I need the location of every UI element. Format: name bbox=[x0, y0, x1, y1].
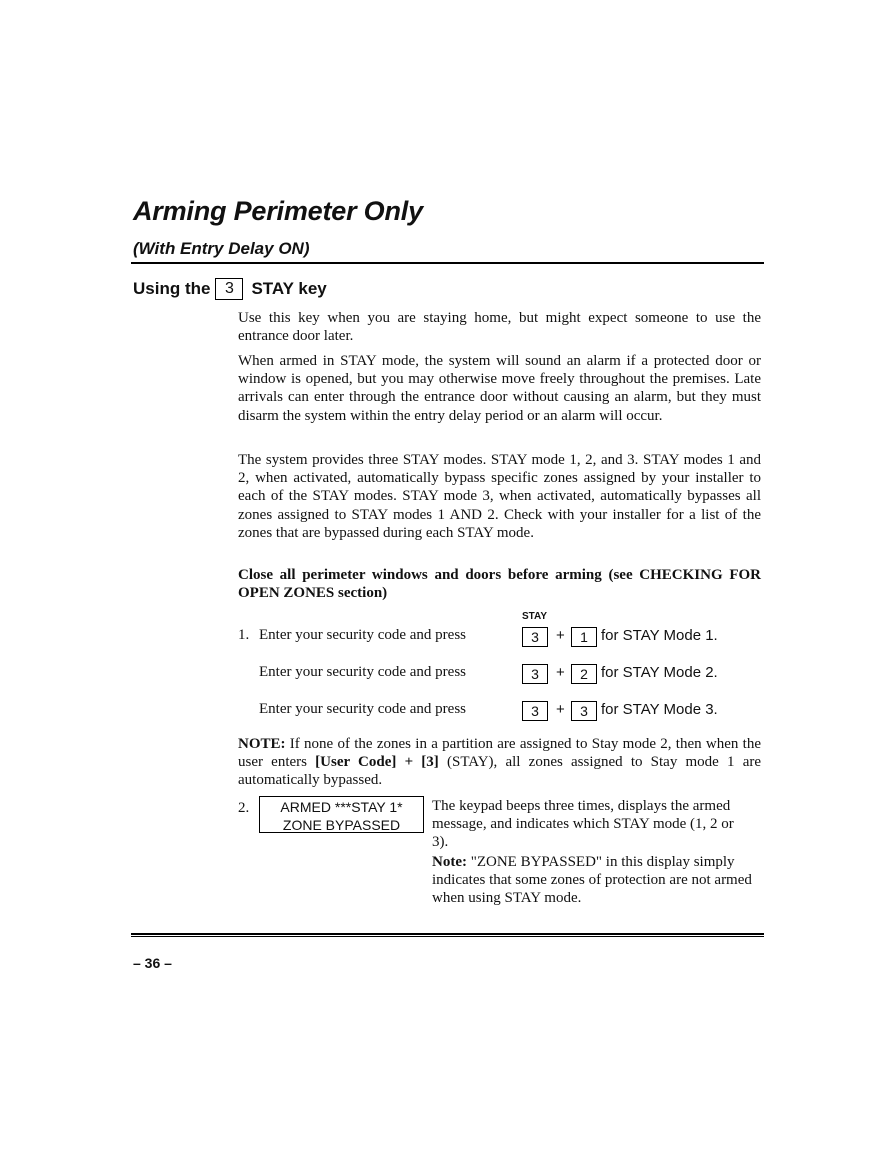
step-label: Enter your security code and press bbox=[259, 664, 467, 680]
page-subtitle: (With Entry Delay ON) bbox=[133, 239, 310, 258]
note-bold: [User Code] + [3] bbox=[315, 754, 439, 771]
stay-key-label: STAY bbox=[522, 611, 548, 622]
paragraph-stay-mode: When armed in STAY mode, the system will sound an alarm if a protected door or window is opened, but you may otherwise move freely throughout the premises. Late arrivals can enter through the entrance door without causing an alarm, but they must disarm the system within the entry delay period or an alarm will occur. bbox=[238, 353, 761, 424]
mode-text: for STAY Mode 1. bbox=[601, 627, 718, 644]
page-title: Arming Perimeter Only bbox=[133, 196, 423, 226]
plus-sign: + bbox=[556, 701, 565, 718]
paragraph-close-perimeter: Close all perimeter windows and doors before arming (see CHECKING FOR OPEN ZONES section) bbox=[238, 567, 761, 602]
paragraph-stay-modes: The system provides three STAY modes. STAY mode 1, 2, and 3. STAY modes 1 and 2, when activated, automatically bypass specific zones assigned by your installer to each of the STAY modes. STAY mode 3, when activated, automatically bypasses all zones assigned to STAY modes 1 AND 2. Check with your installer for a list of the zones that are bypassed during each STAY mode. bbox=[238, 452, 761, 541]
note-label: NOTE: bbox=[238, 736, 286, 752]
step-row bbox=[0, 664, 892, 684]
key-box: 3 bbox=[522, 701, 548, 721]
section-heading bbox=[133, 278, 327, 300]
display-line-2: ZONE BYPASSED bbox=[282, 817, 401, 833]
footer-rule bbox=[131, 933, 764, 935]
step-row bbox=[0, 701, 892, 721]
section-prefix: Using the bbox=[133, 279, 211, 298]
step2-note-text: "ZONE BYPASSED" in this display simply indicates that some zones of protection are not armed when using STAY mode. bbox=[432, 854, 752, 906]
section-suffix: STAY key bbox=[251, 279, 327, 298]
step-label: Enter your security code and press bbox=[259, 627, 467, 643]
step-number: 2. bbox=[238, 800, 250, 816]
note-text-1: If none of the zones in a partition are assigned to Stay mode 2, then when the user enters bbox=[238, 736, 761, 771]
mode-text: for STAY Mode 2. bbox=[601, 664, 718, 681]
key-box: 3 bbox=[522, 627, 548, 647]
step2-note bbox=[432, 853, 752, 907]
page-number: – 36 – bbox=[133, 955, 172, 971]
key-3-box: 3 bbox=[215, 278, 243, 300]
key-box: 3 bbox=[571, 701, 597, 721]
step2-description: The keypad beeps three times, displays the armed message, and indicates which STAY mode (1, 2 or 3). bbox=[432, 798, 734, 850]
mode-text: for STAY Mode 3. bbox=[601, 701, 718, 718]
step-row bbox=[0, 627, 892, 647]
keypad-display bbox=[259, 796, 424, 833]
key-box: 1 bbox=[571, 627, 597, 647]
step-number: 1. bbox=[238, 627, 250, 643]
display-line-1: ARMED ***STAY 1* bbox=[280, 799, 403, 815]
footer-rule-thin bbox=[131, 936, 764, 937]
title-rule bbox=[131, 262, 764, 264]
step-label: Enter your security code and press bbox=[259, 701, 467, 717]
key-box: 2 bbox=[571, 664, 597, 684]
key-box: 3 bbox=[522, 664, 548, 684]
step2-note-label: Note: bbox=[432, 854, 467, 870]
paragraph-intro: Use this key when you are staying home, but might expect someone to use the entrance door later. bbox=[238, 310, 761, 345]
note-paragraph bbox=[238, 735, 761, 790]
plus-sign: + bbox=[556, 627, 565, 644]
plus-sign: + bbox=[556, 664, 565, 681]
note-text-2: (STAY), all zones assigned to Stay mode 1 are automatically bypassed. bbox=[238, 754, 762, 789]
